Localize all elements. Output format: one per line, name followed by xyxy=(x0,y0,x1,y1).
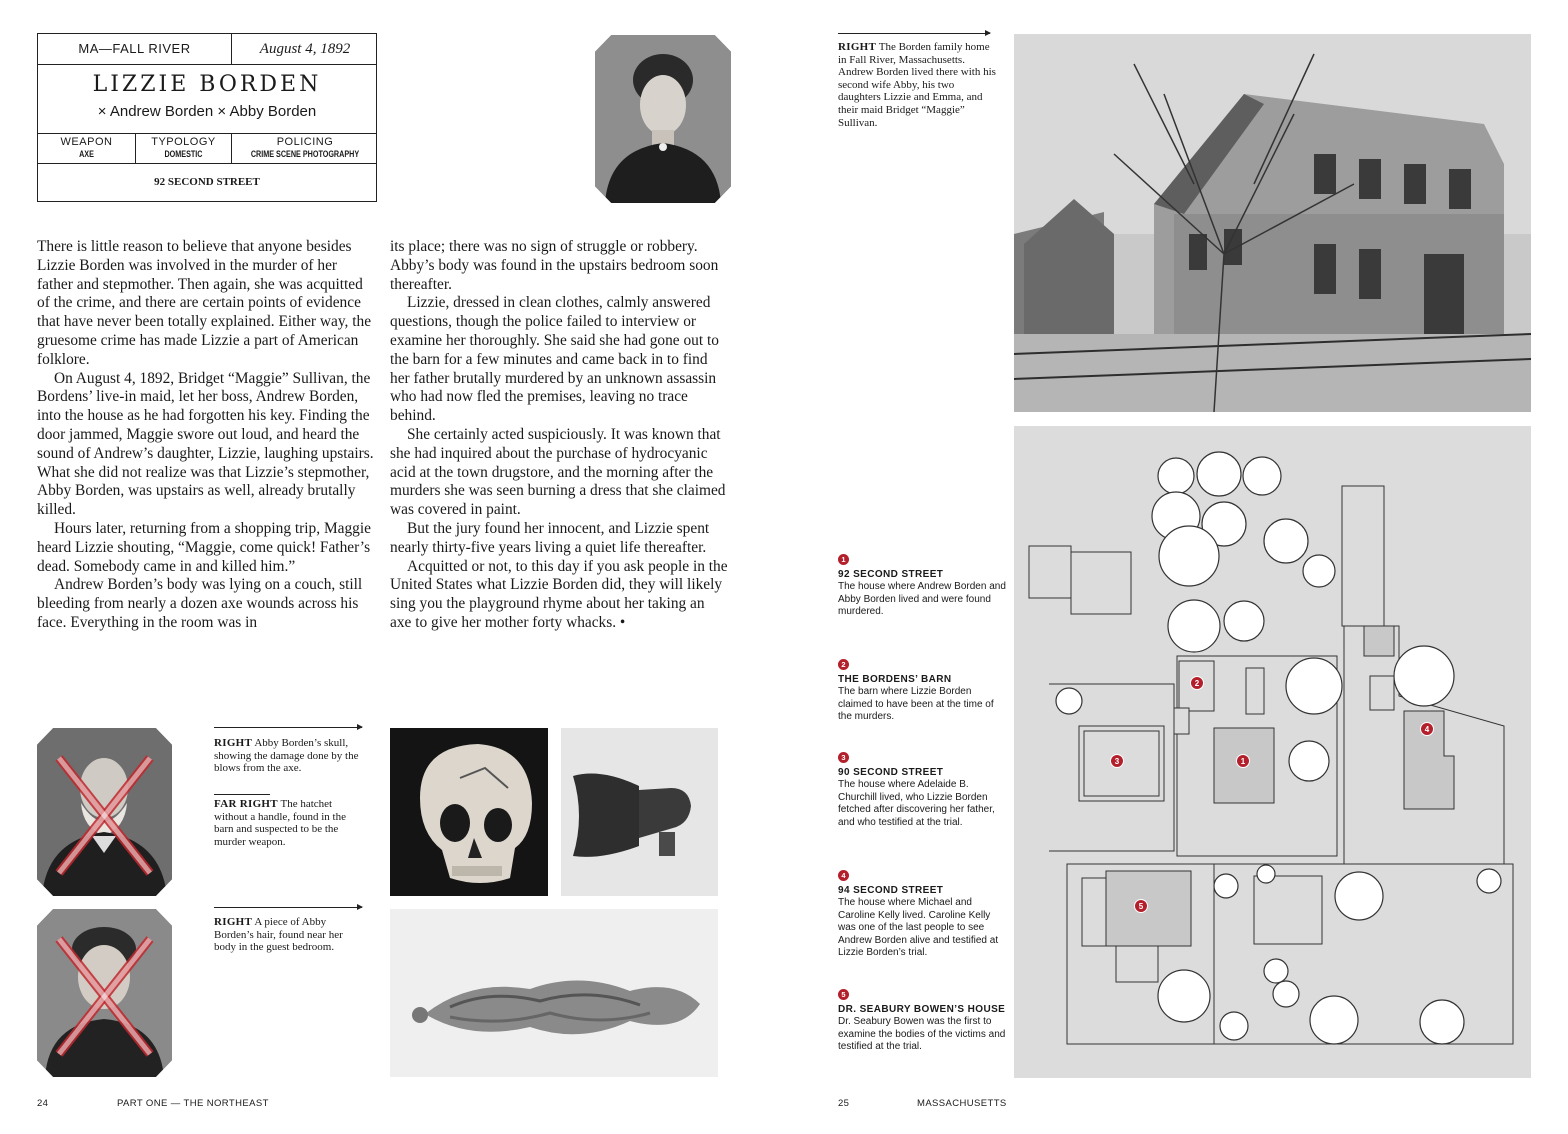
legend-title: THE BORDENS’ BARN xyxy=(838,674,952,685)
caption-text: Abby Borden’s skull, showing the damage done by the blows from the axe. xyxy=(214,737,359,775)
right-page-number: 25 xyxy=(838,1098,850,1109)
legend-text: The house where Andrew Borden and Abby Borden lived and were found murdered. xyxy=(838,581,1006,618)
article-paragraph: There is little reason to believe that anyone besides Lizzie Borden was involved in the murder of her father and stepmother. Then again, she was acquitted of the crime, and there are certain points of evidence that have never been totally explained. Either way, the gruesome crime has made Lizzie a part of American folklore. xyxy=(37,238,372,368)
caption-lead: RIGHT xyxy=(214,737,253,749)
victims-line: × Andrew Borden × Abby Borden xyxy=(97,103,317,120)
legend-item-1 xyxy=(838,554,1008,619)
map-marker-label: 1 xyxy=(1240,757,1246,766)
map-marker-label: 4 xyxy=(1424,725,1430,734)
policing-value: CRIME SCENE PHOTOGRAPHY xyxy=(250,149,360,159)
house-caption xyxy=(838,41,996,129)
caption-text: A piece of Abby Borden’s hair, found near her body in the guest bedroom. xyxy=(214,916,343,954)
article-paragraph: Andrew Borden’s body was lying on a couch, still bleeding from nearly a dozen axe wounds across his face. Everything in the room was in xyxy=(37,576,363,631)
caption-arrow-icon xyxy=(838,33,990,34)
weapon-value: AXE xyxy=(79,149,94,159)
portrait-figure xyxy=(595,35,731,203)
abby-crossed-out xyxy=(37,909,172,1077)
legend-item-4 xyxy=(838,870,1008,959)
left-section-title: PART ONE — THE NORTHEAST xyxy=(117,1098,269,1109)
map-marker-label: 2 xyxy=(1194,679,1200,688)
weapon-cell xyxy=(38,134,136,163)
legend-text: Dr. Seabury Bowen was the first to examine the bodies of the victims and testified at the trial. xyxy=(838,1016,1006,1053)
legend-marker-icon: 1 xyxy=(838,554,849,565)
case-address: 92 SECOND STREET xyxy=(154,176,260,188)
article-paragraph: On August 4, 1892, Bridget “Maggie” Sullivan, the Bordens’ live-in maid, let her boss, Andrew Borden, into the house as he had forgotten his key. Finding the door jammed, Maggie swore out loud, and heard the sound of Andrew’s daughter, Lizzie, laughing upstairs. What she did not realize was that Lizzie’s stepmother, Abby Borden, was upstairs as well, already brutally killed. xyxy=(37,369,374,519)
typology-label: TYPOLOGY xyxy=(151,136,216,148)
article-paragraph: Hours later, returning from a shopping trip, Maggie heard Lizzie shouting, “Maggie, come quick! Father’s dead. Somebody came in and killed him.” xyxy=(37,519,371,575)
legend-marker-icon: 2 xyxy=(838,659,849,670)
hair-caption xyxy=(214,916,364,954)
article-paragraph: Acquitted or not, to this day if you ask people in the United States what Lizzie Borden did, they will likely sing you the playground rhyme about her taking an axe to give her mother forty whacks. • xyxy=(390,557,728,631)
abby-portrait xyxy=(37,909,172,1077)
legend-marker-icon: 4 xyxy=(838,870,849,881)
article-paragraph: Lizzie, dressed in clean clothes, calmly answered questions, though the police failed to interview or examine her thoroughly. She said she had gone out to the barn for a few minutes and came back in to find her father brutally murdered by an unknown assassin who had now fled the premises, leaving no trace behind. xyxy=(390,294,719,425)
caption-lead: FAR RIGHT xyxy=(214,798,278,810)
map-marker-label: 3 xyxy=(1114,757,1120,766)
andrew-crossed-out xyxy=(37,728,172,896)
caption-lead: RIGHT xyxy=(214,916,253,928)
caption-lead: RIGHT xyxy=(838,41,877,53)
legend-text: The house where Adelaide B. Churchill lived, who Lizzie Borden fetched after discovering her father, and who testified at the trial. xyxy=(838,779,995,828)
legend-title: 94 SECOND STREET xyxy=(838,885,944,896)
legend-item-3 xyxy=(838,752,1008,829)
legend-marker-icon: 3 xyxy=(838,752,849,763)
caption-arrow-icon xyxy=(214,727,362,728)
card-attributes-row xyxy=(38,133,376,164)
hair-braid-icon xyxy=(390,909,718,1077)
borden-house-photo xyxy=(1014,34,1531,412)
legend-title: 92 SECOND STREET xyxy=(838,569,944,580)
article-column-1 xyxy=(37,238,375,633)
legend-item-5 xyxy=(838,989,1008,1054)
policing-cell xyxy=(232,134,378,163)
skull-icon xyxy=(390,728,548,896)
hatchet-caption xyxy=(214,798,364,848)
typology-cell xyxy=(136,134,232,163)
article-column-2 xyxy=(390,238,728,633)
legend-title: 90 SECOND STREET xyxy=(838,767,944,778)
killer-name: LIZZIE BORDEN xyxy=(92,72,322,97)
caption-arrow-icon xyxy=(214,907,362,908)
case-info-card xyxy=(37,33,377,202)
legend-title: DR. SEABURY BOWEN’S HOUSE xyxy=(838,1004,1006,1015)
case-date: August 4, 1892 xyxy=(259,41,351,57)
weapon-label: WEAPON xyxy=(60,136,113,148)
left-page-number: 24 xyxy=(37,1098,49,1109)
hair-photo xyxy=(390,909,718,1077)
lizzie-portrait xyxy=(595,35,731,203)
hatchet-photo xyxy=(561,728,718,896)
caption-text: The Borden family home in Fall River, Massachusetts. Andrew Borden lived there with his second wife Abby, his two daughters Lizzie and Emma, and their maid Bridget “Maggie” Sullivan. xyxy=(838,41,996,129)
card-header-row xyxy=(38,34,376,65)
legend-marker-icon: 5 xyxy=(838,989,849,1000)
article-paragraph: She certainly acted suspiciously. It was known that she had inquired about the purchase of hydrocyanic acid at the town drugstore, and the morning after the murders she was seen burning a dress that she claimed was covered in paint. xyxy=(390,425,726,519)
skull-caption xyxy=(214,737,364,775)
right-section-title: MASSACHUSETTS xyxy=(917,1098,1007,1109)
map-marker-label: 5 xyxy=(1138,902,1144,911)
legend-text: The house where Michael and Caroline Kelly lived. Caroline Kelly was one of the last people to see Andrew Borden alive and testified at Lizzie Borden’s trial. xyxy=(838,897,999,959)
andrew-portrait xyxy=(37,728,172,896)
crime-site-map xyxy=(1014,426,1531,1078)
article-paragraph: its place; there was no sign of struggle or robbery. Abby’s body was found in the upstairs bedroom soon thereafter. xyxy=(390,238,719,293)
caption-text: The hatchet without a handle, found in the barn and suspected to be the murder weapon. xyxy=(214,798,346,848)
case-location: MA—FALL RIVER xyxy=(38,34,232,64)
legend-text: The barn where Lizzie Borden claimed to have been at the time of the murders. xyxy=(838,686,994,723)
article-paragraph: But the jury found her innocent, and Lizzie spent nearly thirty-five years living a quiet life thereafter. xyxy=(390,519,710,556)
caption-divider xyxy=(214,794,270,795)
site-plan xyxy=(1014,426,1531,1078)
hatchet-icon xyxy=(561,728,718,896)
skull-photo xyxy=(390,728,548,896)
policing-label: POLICING xyxy=(276,136,334,148)
typology-value: DOMESTIC xyxy=(164,149,203,159)
legend-item-2 xyxy=(838,659,1008,724)
house-icon xyxy=(1014,34,1531,412)
